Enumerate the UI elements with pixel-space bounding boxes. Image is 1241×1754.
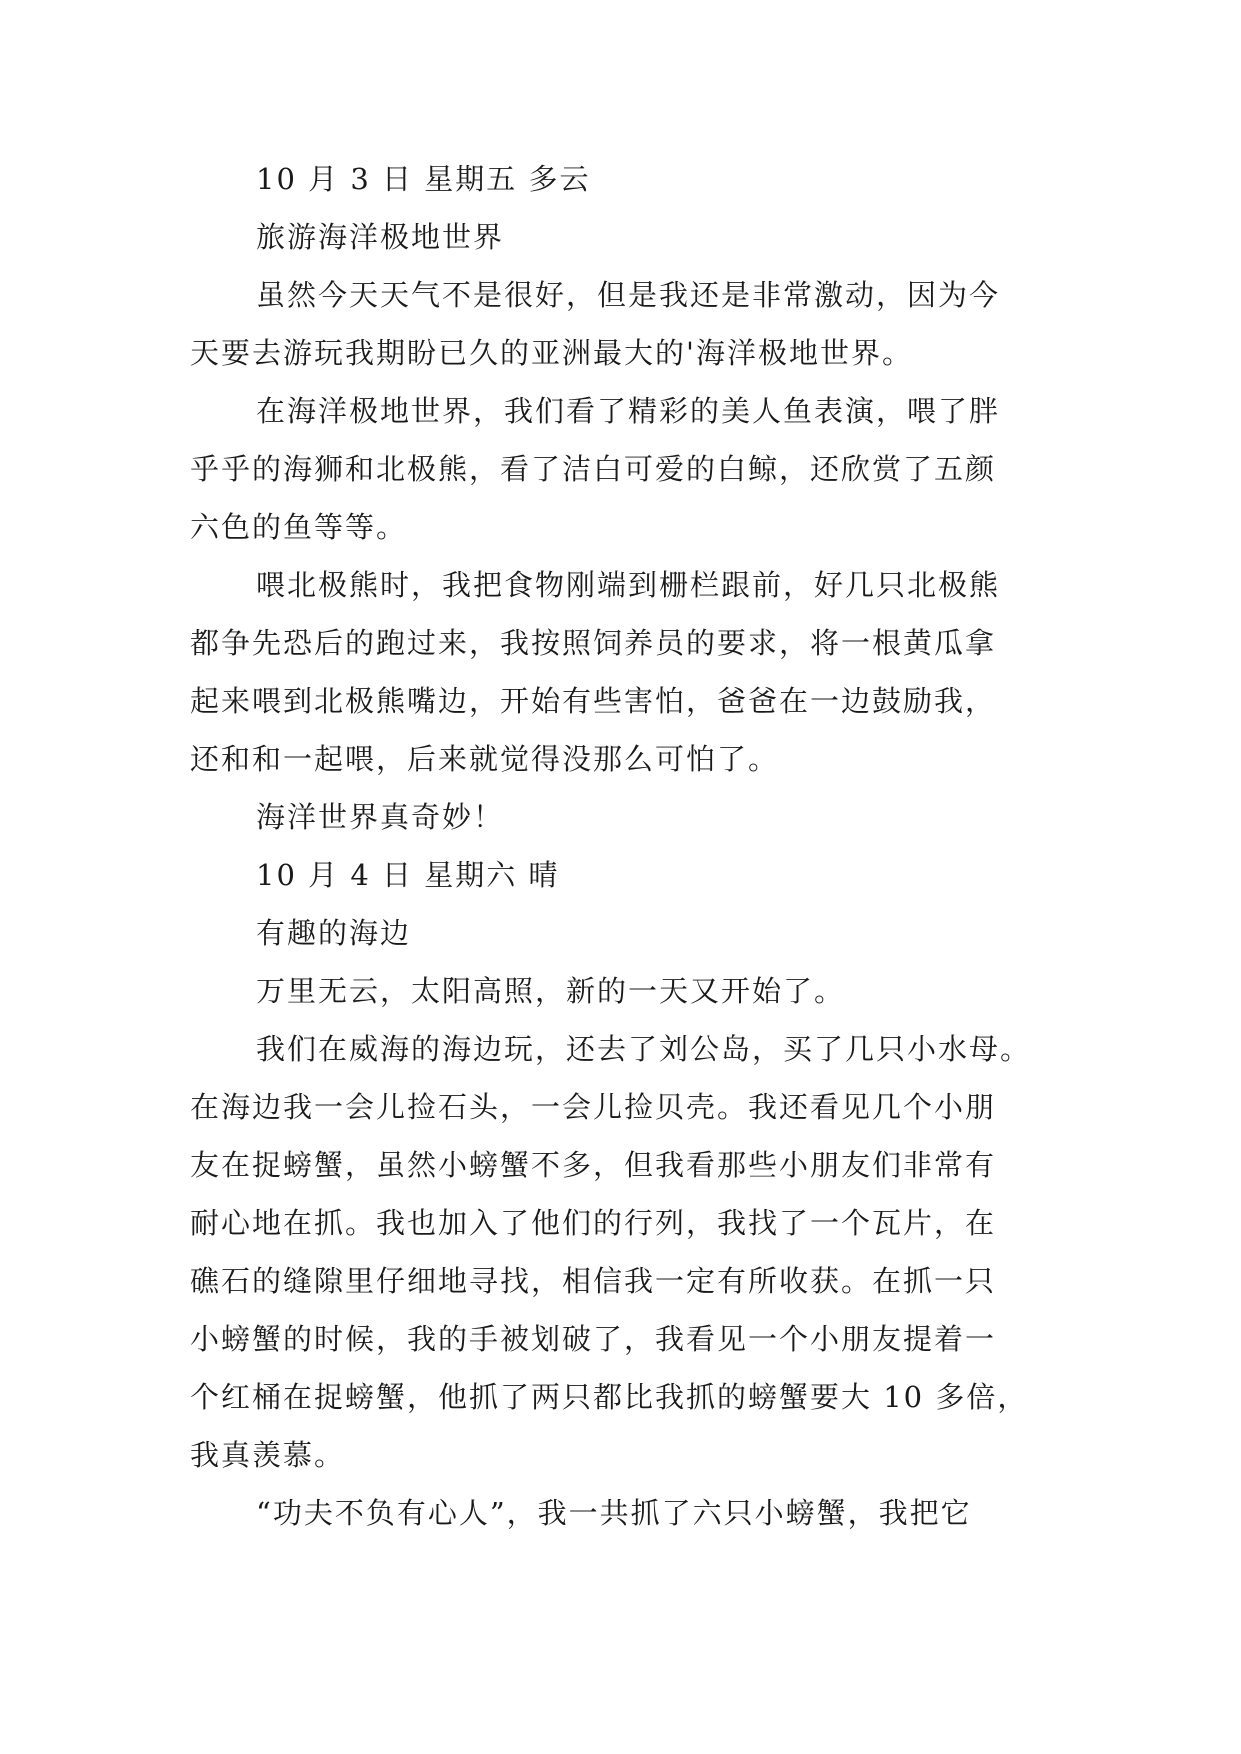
text-line: “功夫不负有心人”，我一共抓了六只小螃蟹，我把它 xyxy=(256,1496,972,1530)
text-line: 我真羡慕。 xyxy=(190,1438,346,1472)
text-line: 在海洋极地世界，我们看了精彩的美人鱼表演，喂了胖 xyxy=(256,394,1001,428)
text-line: 虽然今天天气不是很好，但是我还是非常激动，因为今 xyxy=(256,278,1001,312)
text-line: 友在捉螃蟹，虽然小螃蟹不多，但我看那些小朋友们非常有 xyxy=(190,1148,997,1182)
document-body xyxy=(190,150,1050,1542)
text-line: 有趣的海边 xyxy=(256,916,412,950)
text-line: 乎乎的海狮和北极熊，看了洁白可爱的白鲸，还欣赏了五颜 xyxy=(190,452,997,486)
text-line: 万里无云，太阳高照，新的一天又开始了。 xyxy=(256,974,846,1008)
text-line: 在海边我一会儿捡石头，一会儿捡贝壳。我还看见几个小朋 xyxy=(190,1090,997,1124)
text-line: 耐心地在抓。我也加入了他们的行列，我找了一个瓦片，在 xyxy=(190,1206,997,1240)
text-line: 小螃蟹的时候，我的手被划破了，我看见一个小朋友提着一 xyxy=(190,1322,997,1356)
text-line: 海洋世界真奇妙！ xyxy=(256,800,505,834)
text-line: 我们在威海的海边玩，还去了刘公岛，买了几只小水母。 xyxy=(256,1032,1032,1066)
text-line: 都争先恐后的跑过来，我按照饲养员的要求，将一根黄瓜拿 xyxy=(190,626,997,660)
text-line: 旅游海洋极地世界 xyxy=(256,220,505,254)
text-line: 个红桶在捉螃蟹，他抓了两只都比我抓的螃蟹要大 10 多倍， xyxy=(190,1380,1029,1414)
text-line: 起来喂到北极熊嘴边，开始有些害怕，爸爸在一边鼓励我， xyxy=(190,684,997,718)
text-line: 喂北极熊时，我把食物刚端到栅栏跟前，好几只北极熊 xyxy=(256,568,1001,602)
text-line: 礁石的缝隙里仔细地寻找，相信我一定有所收获。在抓一只 xyxy=(190,1264,997,1298)
text-line: 10 月 4 日 星期六 晴 xyxy=(256,858,560,892)
text-line: 天要去游玩我期盼已久的亚洲最大的'海洋极地世界。 xyxy=(190,336,913,370)
text-line: 10 月 3 日 星期五 多云 xyxy=(256,162,591,196)
text-line: 还和和一起喂，后来就觉得没那么可怕了。 xyxy=(190,742,780,776)
text-line: 六色的鱼等等。 xyxy=(190,510,408,544)
